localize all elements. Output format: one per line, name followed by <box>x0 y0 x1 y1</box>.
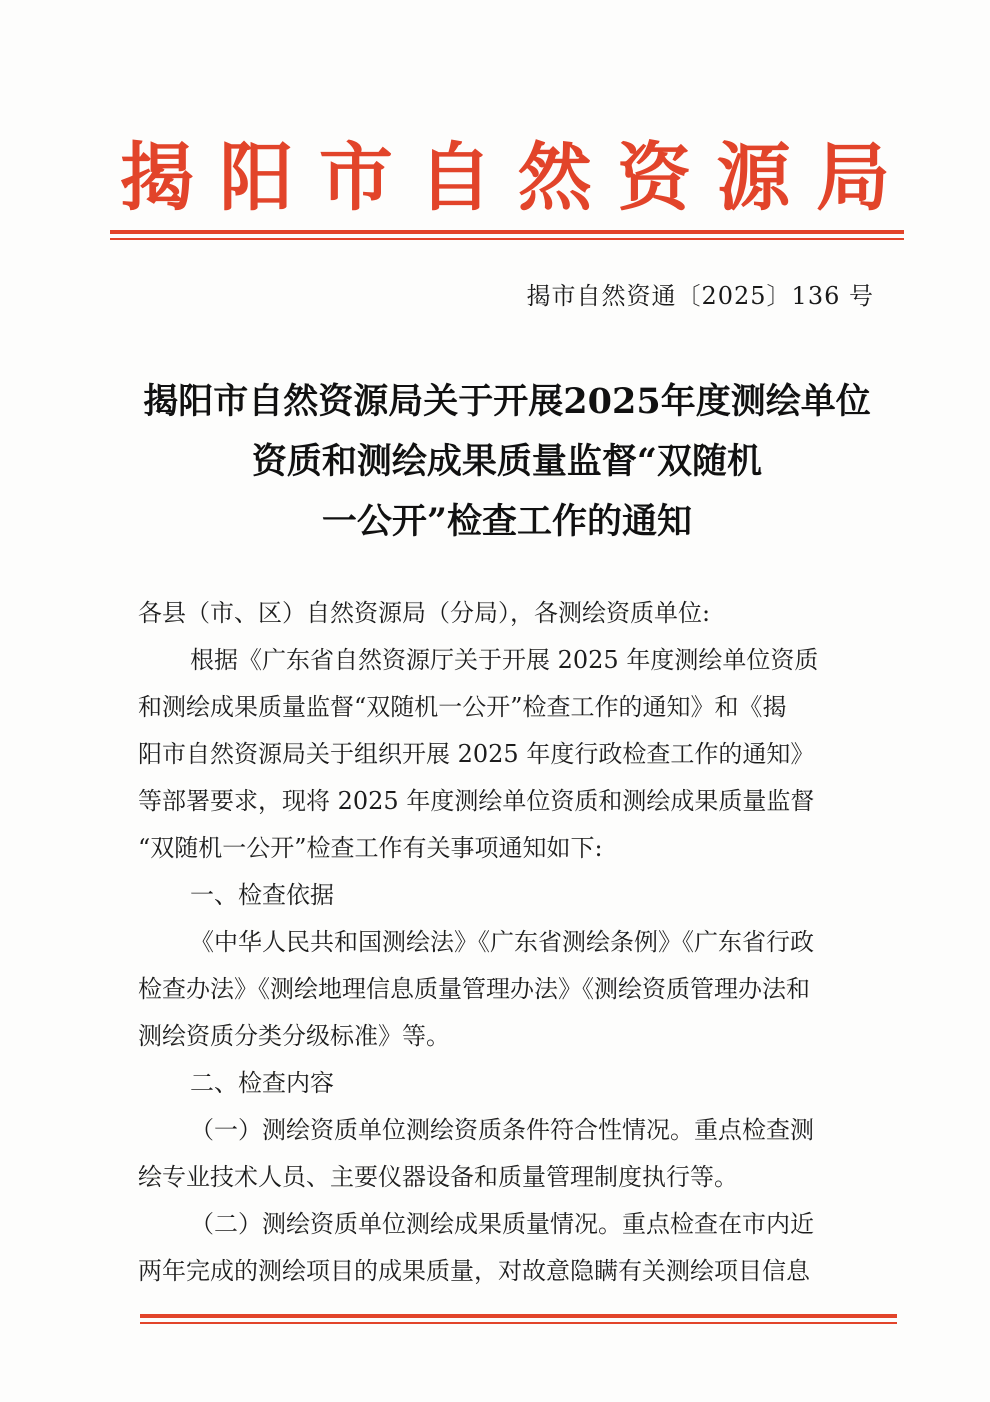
masthead-rule-thin <box>110 238 904 240</box>
masthead-char: 自 <box>418 135 493 221</box>
paragraph-line: 根据《广东省自然资源厅关于开展 2025 年度测绘单位资质 <box>190 646 819 674</box>
masthead-char: 源 <box>716 135 791 221</box>
title-line: 资质和测绘成果质量监督“双随机 <box>251 441 763 482</box>
paragraph-line: 绘专业技术人员、主要仪器设备和质量管理制度执行等。 <box>138 1163 738 1191</box>
masthead-char: 然 <box>517 135 592 221</box>
document-number: 揭市自然资通〔2025〕136 号 <box>526 282 874 310</box>
title-line: 揭阳市自然资源局关于开展2025年度测绘单位 <box>143 381 871 422</box>
masthead-char: 揭 <box>120 135 194 221</box>
document-title <box>110 372 904 552</box>
masthead-rule-thick <box>110 230 904 234</box>
title-line: 一公开”检查工作的通知 <box>321 501 693 542</box>
paragraph-line: 两年完成的测绘项目的成果质量，对故意隐瞒有关测绘项目信息 <box>138 1257 810 1285</box>
salutation: 各县（市、区）自然资源局（分局），各测绘资质单位: <box>138 599 711 627</box>
footer-rule-thick <box>140 1314 897 1318</box>
masthead-char: 局 <box>815 135 890 221</box>
paragraph-line: “双随机一公开”检查工作有关事项通知如下: <box>138 834 603 862</box>
paragraph-line: （一）测绘资质单位测绘资质条件符合性情况。重点检查测 <box>190 1116 814 1144</box>
paragraph-line: 等部署要求，现将 2025 年度测绘单位资质和测绘成果质量监督 <box>138 787 815 815</box>
section-heading: 一、检查依据 <box>190 881 334 909</box>
masthead-char: 阳 <box>219 135 294 221</box>
masthead-char: 资 <box>617 135 692 221</box>
section-heading: 二、检查内容 <box>190 1069 334 1097</box>
document-body <box>138 590 890 1295</box>
masthead-title <box>120 128 890 228</box>
masthead-char: 市 <box>318 135 393 221</box>
paragraph-line: 测绘资质分类分级标准》等。 <box>138 1022 450 1050</box>
footer-rule-thin <box>140 1322 897 1324</box>
paragraph-line: 《中华人民共和国测绘法》《广东省测绘条例》《广东省行政 <box>190 928 814 956</box>
paragraph-line: （二）测绘资质单位测绘成果质量情况。重点检查在市内近 <box>190 1210 814 1238</box>
paragraph-line: 检查办法》《测绘地理信息质量管理办法》《测绘资质管理办法和 <box>138 975 810 1003</box>
paragraph-line: 和测绘成果质量监督“双随机一公开”检查工作的通知》和《揭 <box>138 693 787 721</box>
paragraph-line: 阳市自然资源局关于组织开展 2025 年度行政检查工作的通知》 <box>138 740 815 768</box>
